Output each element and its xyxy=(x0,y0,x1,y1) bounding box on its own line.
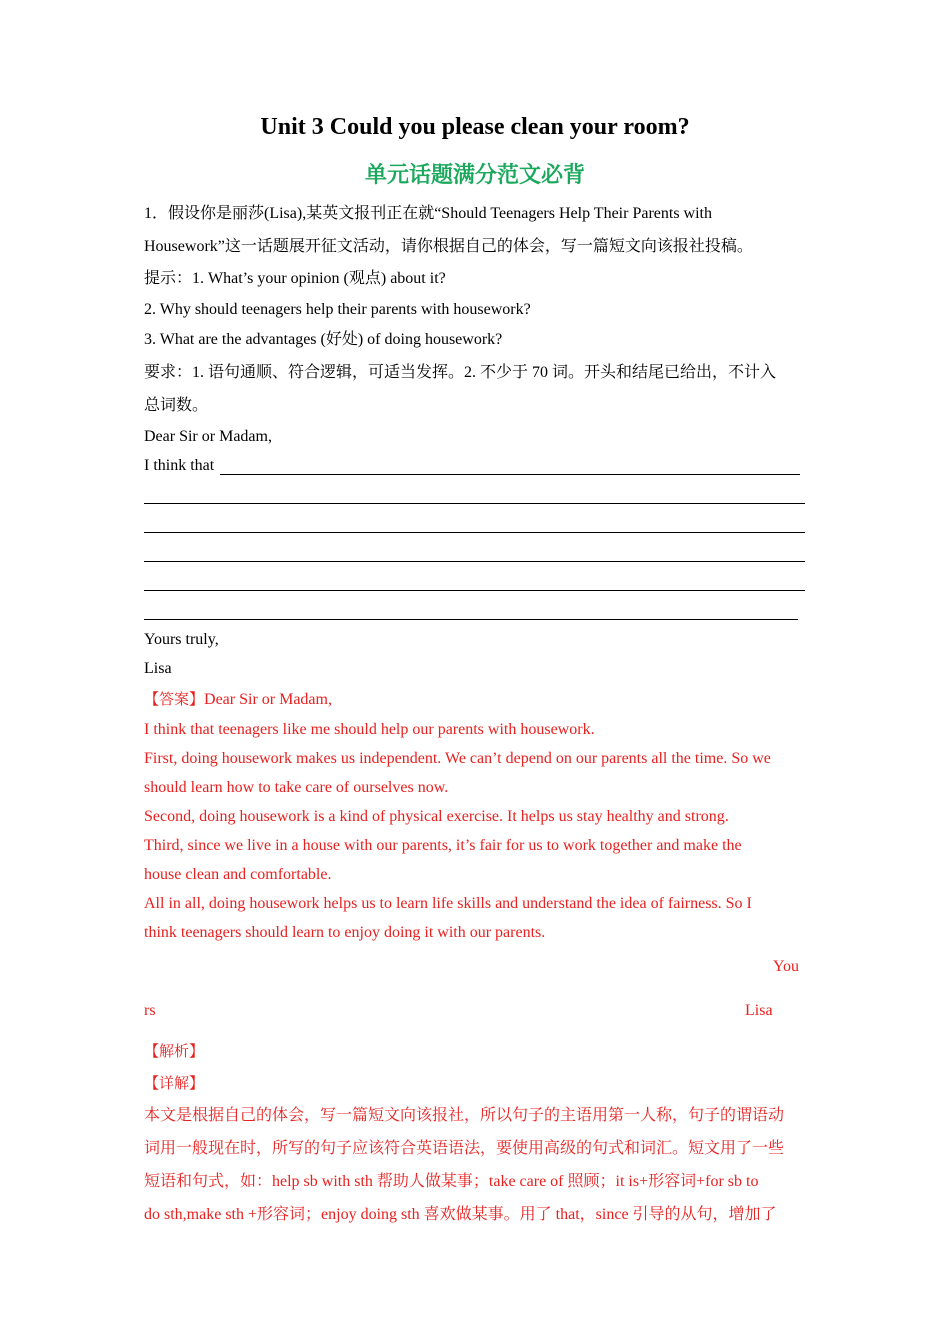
writing-line xyxy=(144,619,798,620)
analysis-line: 词用一般现在时，所写的句子应该符合英语语法，要使用高级的句式和词汇。短文用了一些 xyxy=(144,1140,785,1157)
letter-start: I think that xyxy=(144,457,215,474)
analysis-line: do sth,make sth +形容词；enjoy doing sth 喜欢做某事。用了 that，since 引导的从句，增加了 xyxy=(144,1206,777,1223)
answer-line: I think that teenagers like me should help our parents with housework. xyxy=(144,721,595,738)
answer-greeting: Dear Sir or Madam, xyxy=(204,691,332,708)
answer-closing-part1: You xyxy=(773,958,799,975)
writing-line xyxy=(144,532,805,533)
answer-header xyxy=(144,689,332,710)
answer-line: should learn how to take care of ourselves now. xyxy=(144,779,449,796)
analysis-line: 短语和句式，如：help sb with sth 帮助人做某事；take care of 照顾；it is+形容词+for sb to xyxy=(144,1173,759,1190)
writing-line xyxy=(144,590,805,591)
writing-line xyxy=(144,503,805,504)
task-line-1: 1．假设你是丽莎(Lisa),某英文报刊正在就“Should Teenagers Help Their Parents with xyxy=(144,205,712,222)
answer-signature: Lisa xyxy=(745,1002,773,1019)
hint-1: 提示：1. What’s your opinion (观点) about it? xyxy=(144,270,446,287)
answer-line: All in all, doing housework helps us to learn life skills and understand the idea of fairness. So I xyxy=(144,895,752,912)
answer-closing-part2: rs xyxy=(144,1002,156,1019)
document-subtitle: 单元话题满分范文必背 xyxy=(364,163,585,188)
analysis-label: 【解析】 xyxy=(144,1042,205,1060)
requirement-line-2: 总词数。 xyxy=(144,397,209,414)
detail-label: 【详解】 xyxy=(144,1074,205,1092)
task-line-2: Housework”这一话题展开征文活动，请你根据自己的体会，写一篇短文向该报社投稿。 xyxy=(144,238,753,255)
answer-line: Third, since we live in a house with our parents, it’s fair for us to work together and make the xyxy=(144,837,742,854)
document-title: Unit 3 Could you please clean your room? xyxy=(260,114,690,140)
answer-line: think teenagers should learn to enjoy doing it with our parents. xyxy=(144,924,546,941)
answer-line: First, doing housework makes us independent. We can’t depend on our parents all the time. So we xyxy=(144,750,771,767)
writing-line xyxy=(144,561,805,562)
letter-closing: Yours truly, xyxy=(144,631,219,648)
letter-greeting: Dear Sir or Madam, xyxy=(144,428,272,445)
hint-3: 3. What are the advantages (好处) of doing housework? xyxy=(144,331,503,348)
analysis-line: 本文是根据自己的体会，写一篇短文向该报社，所以句子的主语用第一人称，句子的谓语动 xyxy=(144,1107,785,1124)
answer-line: house clean and comfortable. xyxy=(144,866,332,883)
requirement-line-1: 要求：1. 语句通顺、符合逻辑，可适当发挥。2. 不少于 70 词。开头和结尾已给出，不计入 xyxy=(144,364,777,381)
answer-label: 【答案】 xyxy=(144,690,205,708)
answer-line: Second, doing housework is a kind of physical exercise. It helps us stay healthy and strong. xyxy=(144,808,729,825)
letter-signature: Lisa xyxy=(144,660,172,677)
hint-2: 2. Why should teenagers help their parents with housework? xyxy=(144,301,531,318)
writing-line xyxy=(220,474,800,475)
